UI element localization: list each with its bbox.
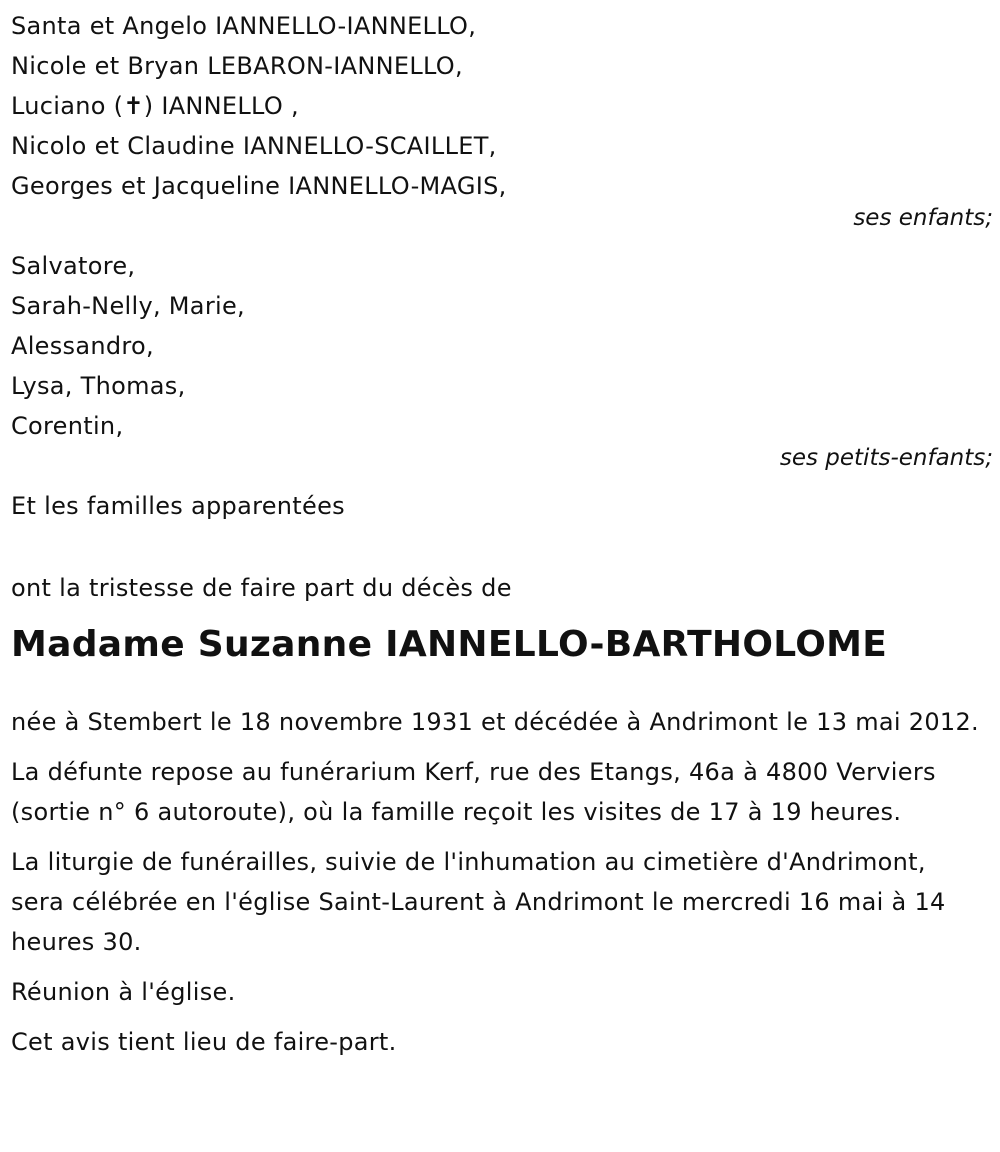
children-line: Nicole et Bryan LEBARON-IANNELLO, [11,52,463,80]
children-line: Nicolo et Claudine IANNELLO-SCAILLET, [11,132,497,160]
children-line: Santa et Angelo IANNELLO-IANNELLO, [11,12,477,40]
funerarium-paragraph: La défunte repose au funérarium Kerf, rue des Etangs, 46a à 4800 Verviers (sortie n° 6 autoroute), où la famille reçoit les visites de 17 à 19 heures. [11,758,936,826]
families-line: Et les familles apparentées [11,492,345,520]
liturgy-paragraph: La liturgie de funérailles, suivie de l'inhumation au cimetière d'Andrimont, sera célébrée en l'église Saint-Laurent à Andrimont le mercredi 16 mai à 14 heures 30. [11,848,946,956]
grandchildren-line: Lysa, Thomas, [11,372,186,400]
grandchildren-line: Corentin, [11,412,124,440]
grandchildren-line: Alessandro, [11,332,154,360]
children-role-label: ses enfants; [853,205,993,231]
grandchildren-line: Salvatore, [11,252,136,280]
notice-paragraph: Cet avis tient lieu de faire-part. [11,1028,397,1056]
announcement-line: ont la tristesse de faire part du décès de [11,574,512,602]
children-line: Luciano (✝) IANNELLO , [11,92,299,120]
obituary-notice [11,6,991,1072]
children-line: Georges et Jacqueline IANNELLO-MAGIS, [11,172,507,200]
birth-death-paragraph: née à Stembert le 18 novembre 1931 et décédée à Andrimont le 13 mai 2012. [11,708,979,736]
grandchildren-role-label: ses petits-enfants; [779,445,993,471]
meeting-paragraph: Réunion à l'église. [11,978,236,1006]
grandchildren-line: Sarah-Nelly, Marie, [11,292,245,320]
grandchildren-list [11,246,991,446]
deceased-name: Madame Suzanne IANNELLO-BARTHOLOME [11,624,888,665]
children-list [11,6,991,206]
